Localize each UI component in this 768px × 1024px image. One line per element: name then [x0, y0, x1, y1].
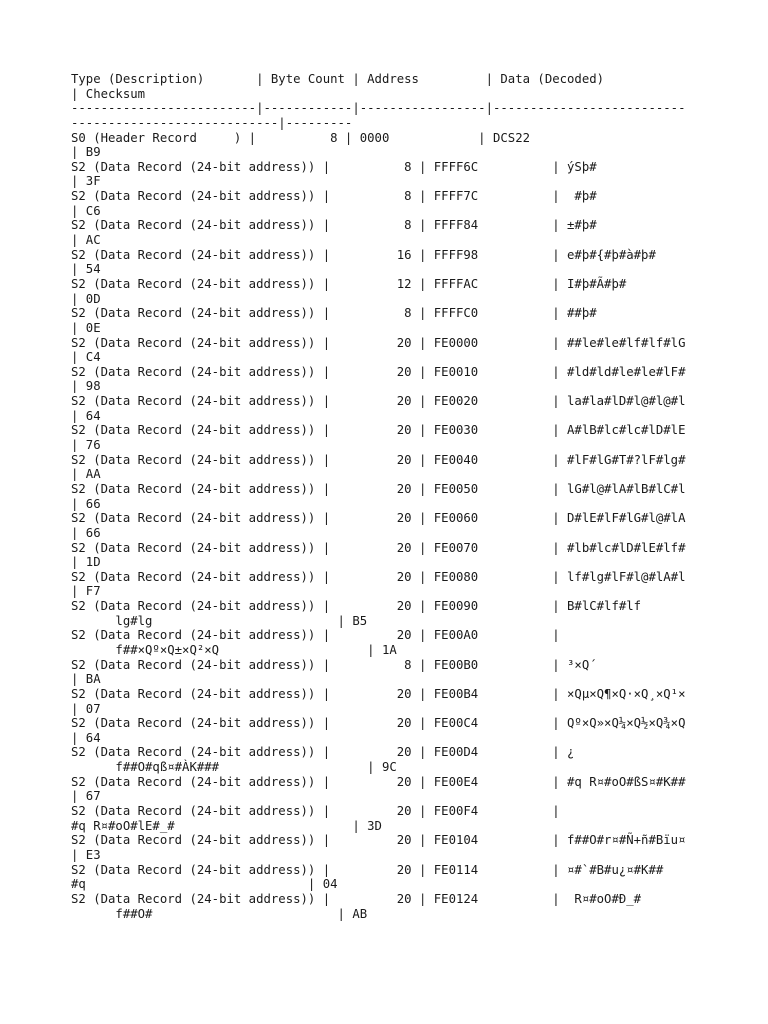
listing-line: | 67: [71, 789, 101, 804]
listing-line: | 76: [71, 438, 101, 453]
listing-line: f##×Qº×Q±×Q²×Q | 1A: [71, 642, 397, 657]
listing-line: | BA: [71, 672, 101, 687]
listing-line: S2 (Data Record (24-bit address)) | 20 | FE00D4 | ¿: [71, 745, 575, 760]
srecord-listing: [71, 72, 751, 921]
listing-line: S2 (Data Record (24-bit address)) | 8 | FFFF6C | ýSþ#: [71, 159, 597, 174]
listing-line: S2 (Data Record (24-bit address)) | 20 | FE00F4 |: [71, 804, 560, 819]
listing-line: lg#lg | B5: [71, 613, 368, 628]
listing-line: S2 (Data Record (24-bit address)) | 20 | FE0030 | A#lB#lc#lc#lD#lE: [71, 423, 686, 438]
listing-line: #q | 04: [71, 877, 338, 892]
listing-line: S2 (Data Record (24-bit address)) | 20 | FE0040 | #lF#lG#T#?lF#lg#: [71, 452, 686, 467]
listing-line: S2 (Data Record (24-bit address)) | 20 | FE0080 | lf#lg#lF#l@#lA#l: [71, 569, 686, 584]
listing-line: | AC: [71, 233, 101, 248]
listing-line: S2 (Data Record (24-bit address)) | 8 | FFFFC0 | ##þ#: [71, 306, 597, 321]
listing-line: -------------------------|------------|-----------------|--------------------------: [71, 101, 686, 116]
listing-line: S2 (Data Record (24-bit address)) | 8 | FFFF84 | ±#þ#: [71, 218, 597, 233]
listing-line: S2 (Data Record (24-bit address)) | 20 | FE0104 | f##O#r¤#Ñ+ñ#Bïu¤: [71, 833, 686, 848]
listing-line: S2 (Data Record (24-bit address)) | 20 | FE0000 | ##le#le#lf#lf#lG: [71, 335, 686, 350]
listing-line: f##O# | AB: [71, 906, 368, 921]
listing-line: S2 (Data Record (24-bit address)) | 20 | FE0114 | ¤#`#B#u¿¤#K##: [71, 862, 664, 877]
listing-line: S2 (Data Record (24-bit address)) | 20 | FE0090 | B#lC#lf#lf: [71, 599, 642, 614]
listing-line: | F7: [71, 584, 101, 599]
listing-line: S2 (Data Record (24-bit address)) | 20 | FE0010 | #ld#ld#le#le#lF#: [71, 364, 686, 379]
listing-line: | 07: [71, 701, 101, 716]
listing-line: | 66: [71, 525, 101, 540]
listing-line: | 64: [71, 730, 101, 745]
listing-line: #q R¤#oO#lE#_# | 3D: [71, 818, 382, 833]
listing-line: S2 (Data Record (24-bit address)) | 20 | FE0060 | D#lE#lF#lG#l@#lA: [71, 511, 686, 526]
listing-line: | 64: [71, 408, 101, 423]
listing-line: | 66: [71, 496, 101, 511]
listing-line: | 3F: [71, 174, 101, 189]
listing-line: S2 (Data Record (24-bit address)) | 20 | FE0070 | #lb#lc#lD#lE#lf#: [71, 540, 686, 555]
listing-line: | 98: [71, 379, 101, 394]
listing-line: S2 (Data Record (24-bit address)) | 20 | FE0050 | lG#l@#lA#lB#lC#l: [71, 481, 686, 496]
listing-line: S2 (Data Record (24-bit address)) | 8 | FFFF7C | #þ#: [71, 189, 597, 204]
table-header-line: Type (Description) | Byte Count | Address | Data (Decoded): [71, 72, 605, 86]
listing-line: f##O#qß¤#ÀK### | 9C: [71, 760, 397, 775]
listing-line: S2 (Data Record (24-bit address)) | 20 | FE00A0 |: [71, 628, 560, 643]
listing-line: S2 (Data Record (24-bit address)) | 20 | FE0124 | R¤#oO#Ð_#: [71, 891, 642, 906]
listing-line: | E3: [71, 847, 101, 862]
listing-line: ----------------------------|---------: [71, 115, 353, 130]
listing-line: | C4: [71, 350, 101, 365]
listing-line: | Checksum: [71, 86, 146, 101]
listing-line: | AA: [71, 467, 101, 482]
listing-line: S2 (Data Record (24-bit address)) | 20 | FE0020 | la#la#lD#l@#l@#l: [71, 394, 686, 409]
listing-line: | 1D: [71, 555, 101, 570]
listing-line: | B9: [71, 145, 101, 160]
listing-line: S2 (Data Record (24-bit address)) | 20 | FE00C4 | Qº×Q»×Q¼×Q½×Q¾×Q: [71, 716, 686, 731]
listing-line: | 54: [71, 262, 101, 277]
listing-line: S2 (Data Record (24-bit address)) | 12 | FFFFAC | I#þ#Ã#þ#: [71, 276, 627, 291]
listing-line: S2 (Data Record (24-bit address)) | 8 | FE00B0 | ³×Q´: [71, 657, 597, 672]
listing-line: S2 (Data Record (24-bit address)) | 20 | FE00E4 | #q R¤#oO#ßS¤#K##: [71, 774, 686, 789]
listing-line: | C6: [71, 203, 101, 218]
listing-line: S0 (Header Record ) | 8 | 0000 | DCS22: [71, 130, 531, 145]
listing-line: | 0D: [71, 291, 101, 306]
listing-line: S2 (Data Record (24-bit address)) | 20 | FE00B4 | ×Qµ×Q¶×Q·×Q¸×Q¹×: [71, 686, 686, 701]
listing-line: S2 (Data Record (24-bit address)) | 16 | FFFF98 | e#þ#{#þ#à#þ#: [71, 247, 656, 262]
listing-line: | 0E: [71, 320, 101, 335]
